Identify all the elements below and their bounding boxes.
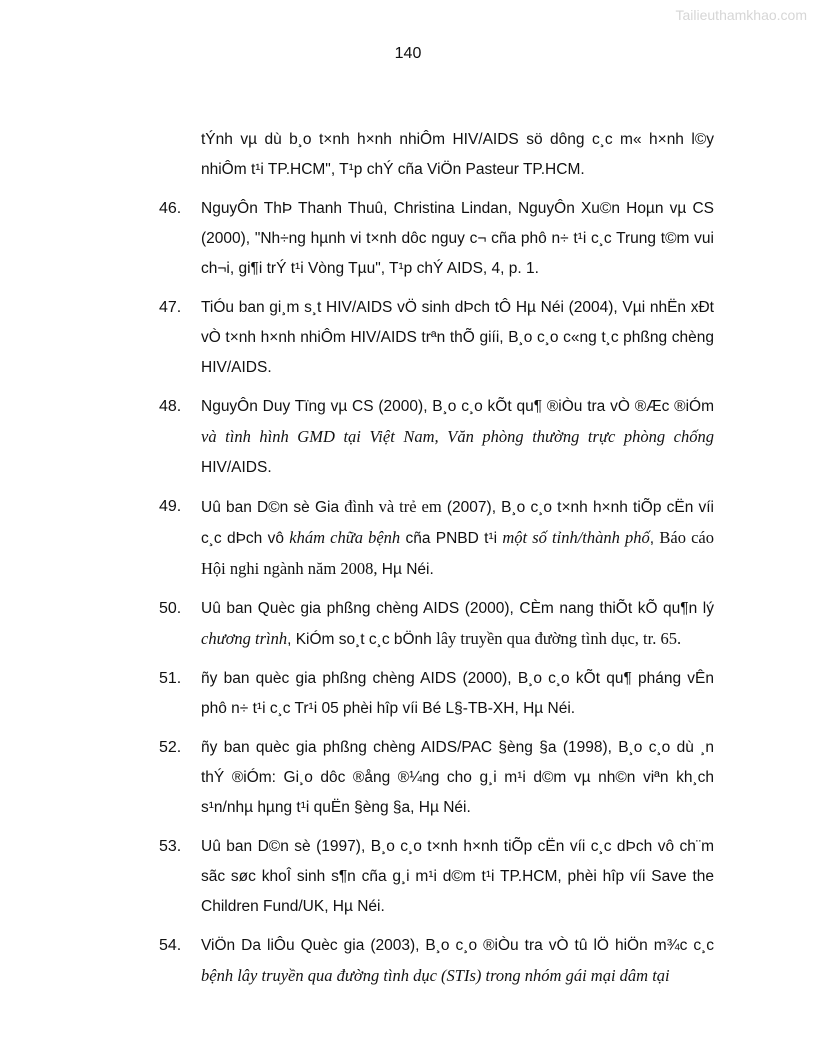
text-segment: lây truyền qua đường tình dục, tr. 65.	[436, 629, 682, 648]
reference-text	[201, 733, 714, 823]
text-segment: Báo cáo Hội nghi ngành năm 2008,	[201, 528, 714, 578]
text-segment: ViÖn Da liÔu Quèc gia (2003), B¸o c¸o ®iÒu tra vÒ tû lÖ hiÖn m¾c c¸c	[201, 937, 714, 954]
reference-list	[0, 125, 816, 1001]
italic-segment: bệnh lây truyền qua đường tình dục (STIs) trong nhóm gái mại dâm tại	[201, 966, 670, 985]
italic-segment: khám chữa bệnh	[289, 528, 401, 547]
reference-text	[201, 293, 714, 383]
reference-entry	[0, 194, 714, 284]
reference-text	[201, 931, 714, 992]
reference-number: 48.	[159, 398, 182, 415]
text-segment: NguyÔn ThÞ Thanh Thuû, Christina Lindan, NguyÔn Xu©n Hoµn vµ CS (2000), "Nh÷ng hµnh vi t×nh dôc nguy c¬ cña phô n÷ t¹i c¸c Trung t©m vui ch¬i, gi¶i trÝ t¹i Vòng Tµu", T¹p chÝ AIDS, 4, p. 1.	[201, 200, 714, 277]
reference-number: 51.	[159, 670, 182, 687]
reference-entry	[0, 492, 714, 585]
text-segment: ñy ban quèc gia phßng chèng AIDS (2000), B¸o c¸o kÕt qu¶ pháng vÊn phô n÷ t¹i c¸c Tr¹i 05 phèi hîp víi Bé L§-TB-XH, Hµ Néi.	[201, 670, 714, 717]
reference-entry	[0, 293, 714, 383]
reference-text	[201, 594, 714, 655]
reference-entry	[0, 125, 714, 185]
italic-segment: và tình hình GMD tại Việt Nam, Văn phòng thường trực phòng chống	[201, 427, 714, 446]
text-segment: , KiÓm so¸t c¸c bÖnh	[287, 631, 437, 648]
text-segment: Uû ban D©n sè Gia	[201, 499, 345, 516]
reference-text	[201, 492, 714, 585]
text-segment: cña PNBD t¹i	[400, 530, 503, 547]
reference-text	[201, 832, 714, 922]
reference-text	[201, 664, 714, 724]
reference-entry	[0, 733, 714, 823]
reference-number: 49.	[159, 498, 182, 515]
reference-text	[201, 392, 714, 483]
text-segment: Uû ban Quèc gia phßng chèng AIDS (2000), CÈm nang thiÕt kÕ qu¶n lý	[201, 600, 714, 617]
watermark-text: Tailieuthamkhao.com	[675, 7, 807, 23]
text-segment: đình và trẻ em	[344, 497, 442, 516]
reference-entry	[0, 931, 714, 992]
text-segment: HIV/AIDS.	[201, 459, 272, 476]
reference-entry	[0, 832, 714, 922]
reference-entry	[0, 392, 714, 483]
reference-number: 46.	[159, 200, 182, 217]
text-segment: TiÓu ban gi¸m s¸t HIV/AIDS vÖ sinh dÞch tÔ Hµ Néi (2004), Vµi nhËn xÐt vÒ t×nh h×nh nhiÔm HIV/AIDS trªn thÕ giíi, B¸o c¸o c«ng t¸c phßng chèng HIV/AIDS.	[201, 299, 714, 376]
reference-number: 54.	[159, 937, 182, 954]
text-segment: ñy ban quèc gia phßng chèng AIDS/PAC §èng §a (1998), B¸o c¸o dù ¸n thÝ ®iÓm: Gi¸o dôc ®ång ®¼ng cho g¸i m¹i d©m vµ nh©n viªn kh¸ch s¹n/nhµ hµng t¹i quËn §èng §a, Hµ Néi.	[201, 739, 714, 816]
text-segment: ,	[649, 530, 660, 547]
italic-segment: chương trình	[201, 629, 288, 648]
reference-number: 47.	[159, 299, 182, 316]
reference-text	[201, 125, 714, 185]
reference-number: 53.	[159, 838, 182, 855]
text-segment: Hµ Néi.	[377, 561, 434, 578]
reference-entry	[0, 594, 714, 655]
text-segment: (2007), B¸o c¸o t×nh h×nh tiÕp cËn víi c¸c dÞch vô	[201, 499, 715, 547]
text-segment: Uû ban D©n sè (1997), B¸o c¸o t×nh h×nh tiÕp cËn víi c¸c dÞch vô ch¨m sãc søc khoÎ sinh s¶n cña g¸i m¹i d©m t¹i TP.HCM, phèi hîp víi Save the Children Fund/UK, Hµ Néi.	[201, 838, 714, 915]
reference-number: 50.	[159, 600, 182, 617]
text-segment: tÝnh vµ dù b¸o t×nh h×nh nhiÔm HIV/AIDS sö dông c¸c m« h×nh l©y nhiÔm t¹i TP.HCM", T¹p chÝ cña ViÖn Pasteur TP.HCM.	[201, 131, 714, 178]
reference-text	[201, 194, 714, 284]
text-segment: NguyÔn Duy Tïng vµ CS (2000), B¸o c¸o kÕt qu¶ ®iÒu tra vÒ ®Æc ®iÓm	[201, 398, 714, 415]
reference-number: 52.	[159, 739, 182, 756]
italic-segment: một số tỉnh/thành phố	[502, 528, 650, 547]
page-number: 140	[394, 45, 422, 62]
reference-entry	[0, 664, 714, 724]
